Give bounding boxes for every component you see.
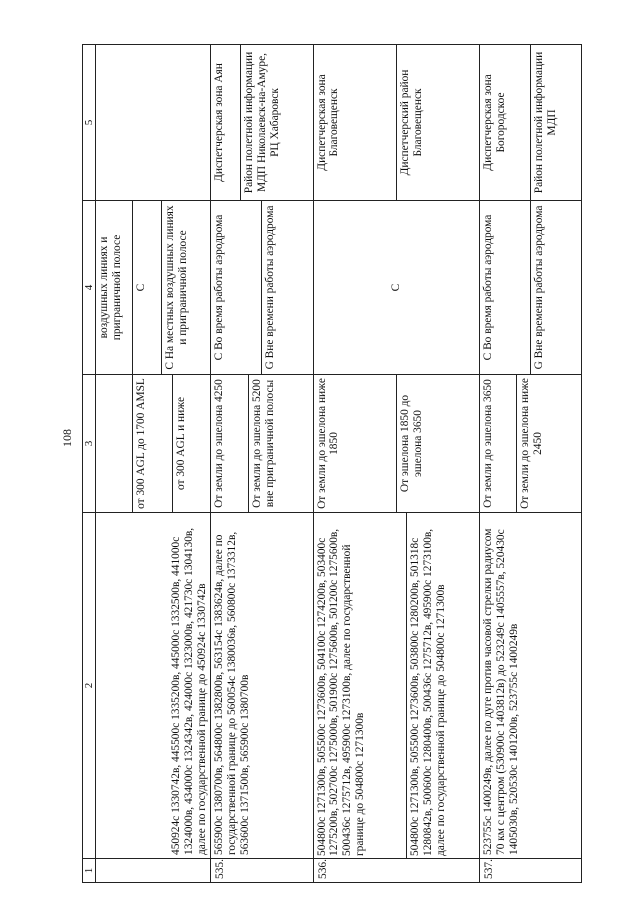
row-class: С Во время работы аэродрома (480, 201, 531, 374)
header-col-1: 1 (83, 859, 96, 883)
airspace-table (82, 45, 582, 883)
row-unit: Диспетчерская зона Благовещенск (314, 45, 397, 200)
header-col-3: 3 (83, 375, 96, 513)
table-row-536 (313, 45, 479, 883)
header-col-4: 4 (83, 201, 96, 375)
row-number: 535. (211, 859, 313, 883)
row-coords: 565900с 1380700в, 564800с 1382800в, 563154с 1383624в, далее по государственной границе до 560054с 1380036в, 560800с 1373312в, 563600с 1371500в, 565900с 1380700в (211, 513, 313, 859)
cont-coords: 450924с 1330742в, 445500с 1335200в, 445000с 1332500в, 441000с 1324000в, 434000с 1324342в, 424000с 1323000в, 421730с 1304130в, далее по государственной границе до 450924с 1330742в (96, 513, 211, 859)
header-row (83, 45, 96, 883)
row-class: С Во время работы аэродрома (211, 201, 262, 374)
row-class: G Вне времени работы аэродрома (264, 205, 277, 370)
row-limits: От земли до эшелона ниже 2450 (519, 378, 545, 509)
row-coords-b: 504800с 1271300в, 505500с 1273600в, 503800с 1280200в, 501318с 1280842в, 500600с 1280400в, 500436с 1275712в, 495900с 1273100в, далее по государственной границе до 504800с 1271300в (409, 528, 448, 856)
page-number: 108 (60, 429, 74, 447)
cont-limits-2: от 300 AGL и ниже (174, 396, 187, 491)
cont-limits-1: от 300 AGL до 1700 AMSL (133, 375, 172, 512)
row-unit: Диспетчерская зона Богородское (480, 45, 531, 200)
row-number: 537. (479, 859, 581, 883)
cont-class-top: воздушных линиях и приграничной полосе (96, 201, 133, 374)
row-number: 536. (313, 859, 479, 883)
header-col-2: 2 (83, 513, 96, 859)
row-coords: 504800с 1271300в, 505500с 1273600в, 504100с 1274200в, 503400с 1275200в, 502700с 1275000в, 501900с 1275600в, 501200с 1275600в, 500436с 1275712в, 495900с 1273100в, далее по государственной границе до 504800с 1271300в (314, 513, 407, 858)
table-row-continuation (96, 45, 211, 883)
row-class: С (313, 201, 479, 375)
row-limits: От земли до эшелона 5200 вне приграничной полосы (250, 379, 276, 508)
cont-class-1: С (133, 201, 162, 374)
row-class: G Вне времени работы аэродрома (532, 205, 545, 370)
row-limits: От земли до эшелона 4250 (211, 375, 248, 512)
row-unit: Диспетчерская зона Аян (211, 45, 240, 200)
table-row-535 (211, 45, 313, 883)
cont-class-2: С На местных воздушных линиях и приграничной полосе (164, 205, 190, 370)
row-unit: Диспетчерский район Благовещенск (398, 69, 424, 176)
row-unit: Район полетной информации МДП Николаевск-на-Амуре, РЦ Хабаровск (242, 51, 281, 194)
table-row-537 (479, 45, 581, 883)
row-limits: От земли до эшелона ниже 1850 (314, 375, 397, 512)
row-unit: Район полетной информации МДП (532, 51, 558, 194)
row-coords: 523755с 1400249в, далее по дуге против часовой стрелки радиусом 70 км с центром (530900с 1403812в) до 523249с 1405557в, 520430с 1405030в, 520530с 1401200в, 523755с 1400249в (479, 513, 581, 859)
header-col-5: 5 (83, 45, 96, 201)
row-limits: От эшелона 1850 до эшелона 3650 (398, 394, 424, 493)
row-limits: От земли до эшелона 3650 (480, 375, 517, 512)
